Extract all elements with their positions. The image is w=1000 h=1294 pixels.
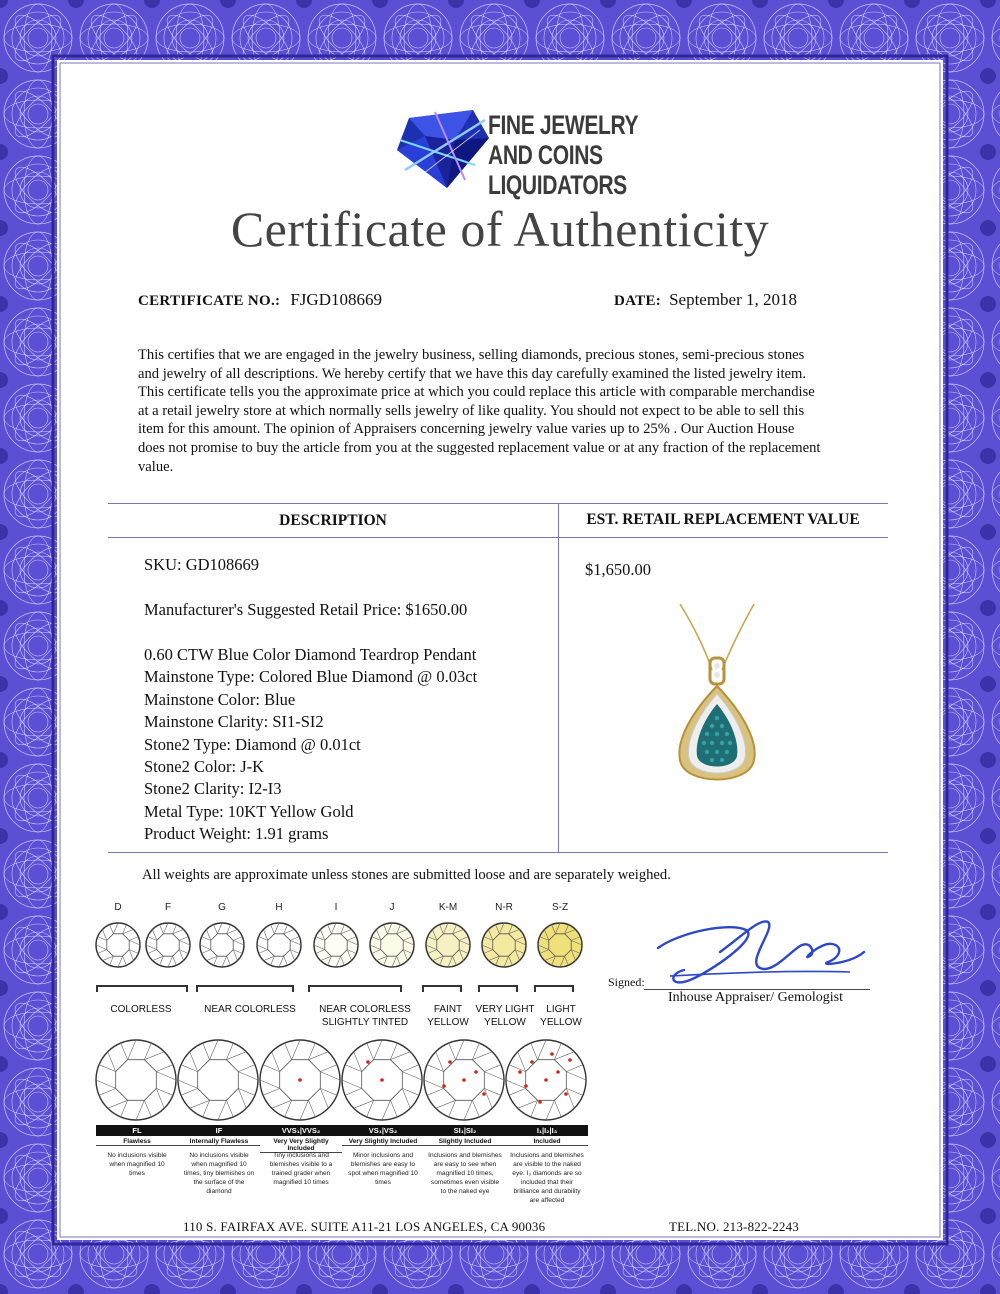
item-details: [144, 644, 477, 846]
clarity-grade-label: Internally Flawless: [178, 1138, 260, 1146]
clarity-grade-diamond: [424, 1040, 504, 1120]
signed-label: Signed:: [608, 975, 645, 989]
clarity-grade-description: [506, 1151, 588, 1205]
color-grade-letter: N-R: [495, 902, 513, 913]
sku: SKU: GD108669: [144, 555, 260, 574]
clarity-description-line: No inclusions visible: [189, 1152, 249, 1159]
clarity-description-line: brilliance and durability: [513, 1188, 581, 1195]
clarity-grade-diamond: [260, 1040, 340, 1120]
statement-line: value.: [138, 458, 174, 475]
certificate-number-value: FJGD108669: [290, 290, 382, 309]
color-grade-letter: G: [218, 902, 226, 913]
clarity-grade-description: [96, 1151, 178, 1178]
clarity-description-line: Inclusions and blemishes: [428, 1152, 502, 1159]
clarity-description-line: the surface of the: [193, 1179, 245, 1186]
clarity-grade-label: Very Slightly Included: [342, 1138, 424, 1146]
color-category-label: [81, 1003, 201, 1016]
value-column-header: EST. RETAIL REPLACEMENT VALUE: [586, 511, 860, 528]
clarity-grade-description: [178, 1151, 260, 1196]
color-grade-letter: D: [114, 902, 122, 913]
color-grade-diamond: [200, 923, 244, 967]
item-detail-line: 0.60 CTW Blue Color Diamond Teardrop Pendant: [144, 645, 477, 664]
description-column-header: DESCRIPTION: [279, 512, 387, 529]
clarity-grade-description: [342, 1151, 424, 1187]
clarity-description-line: magnified 10 times,: [436, 1170, 494, 1177]
clarity-description-line: when magnified 10: [191, 1161, 247, 1168]
clarity-description-line: Inclusions and blemishes: [510, 1152, 584, 1159]
item-detail-line: Metal Type: 10KT Yellow Gold: [144, 801, 354, 821]
clarity-description-line: are easy to see when: [433, 1161, 497, 1168]
footer-address: 110 S. FAIRFAX AVE. SUITE A11-21 LOS ANGELES, CA 90036: [183, 1219, 546, 1234]
weights-note: All weights are approximate unless stones are submitted loose and are separately weighed.: [142, 867, 671, 883]
color-grade-diamond: [314, 923, 358, 967]
footer-phone: TEL.NO. 213-822-2243: [669, 1219, 800, 1234]
item-detail-line: Stone2 Color: J-K: [144, 757, 265, 777]
clarity-description-line: Tiny inclusions and: [273, 1152, 329, 1159]
statement-line: This certificate tells you the approximate price at which you could replace this article with comparable merchandise: [138, 384, 815, 401]
color-category-line-2: SLIGHTLY TINTED: [321, 1017, 409, 1028]
color-category-line-1: COLORLESS: [110, 1004, 172, 1015]
certificate-number-label: CERTIFICATE NO.:: [138, 293, 281, 309]
clarity-description-line: times: [375, 1179, 391, 1186]
color-category-line-1: NEAR COLORLESS: [319, 1004, 411, 1015]
item-detail-line: Product Weight: 1.91 grams: [144, 824, 329, 844]
item-detail-line: Mainstone Color: Blue: [144, 689, 296, 709]
date-value: September 1, 2018: [669, 290, 798, 309]
clarity-description-line: are affected: [529, 1197, 565, 1204]
statement-line: and jewelry of all descriptions. We hereby certify that we have this day carefully examined the listed jewelry item.: [138, 365, 807, 382]
table-column-divider: [558, 503, 559, 853]
clarity-grade-label: Flawless: [96, 1138, 178, 1146]
logo-text: [488, 110, 638, 200]
item-detail-line: Mainstone Type: Colored Blue Diamond @ 0.03ct: [144, 667, 478, 687]
color-scale-brackets: [95, 982, 585, 994]
color-grade-letter: I: [334, 902, 338, 913]
clarity-description-line: times: [129, 1170, 145, 1177]
page-title: Certificate of Authenticity: [230, 201, 770, 257]
clarity-description-line: eye. I₃ diamonds are so: [512, 1170, 582, 1177]
date-label: DATE:: [614, 293, 662, 309]
certificate-date: [614, 290, 797, 310]
signature-image: [650, 912, 870, 992]
item-detail-line: Mainstone Clarity: SI1-SI2: [144, 712, 324, 732]
clarity-description-line: blemishes visible to a: [269, 1161, 333, 1168]
certification-statement: [138, 346, 883, 476]
clarity-grade: VS₁|VS₂: [368, 1126, 398, 1135]
color-category-line-1: FAINT: [433, 1004, 463, 1015]
table-rule-bottom: [108, 852, 888, 853]
certificate-number: [138, 290, 382, 310]
clarity-description-line: spot when magnified 10: [348, 1170, 418, 1177]
clarity-description-line: are visible to the naked: [513, 1161, 581, 1168]
clarity-description-line: Minor inclusions and: [352, 1152, 414, 1159]
clarity-grade-diamond: [342, 1040, 422, 1120]
statement-line: This certifies that we are engaged in the jewelry business, selling diamonds, precious stones, semi-precious stones: [138, 347, 805, 363]
color-grade-letter: F: [164, 902, 172, 913]
color-grade-diamond: [538, 923, 582, 967]
clarity-grade-label: Slightly Included: [424, 1138, 506, 1146]
clarity-description-line: when magnified 10: [109, 1161, 165, 1168]
clarity-description-line: to the naked eye: [440, 1188, 490, 1195]
clarity-grade-diamond: [506, 1040, 586, 1120]
clarity-description-line: diamond: [206, 1188, 232, 1195]
statement-line: at a retail jewelry store at which normally sells jewelry of like quality. You should not expect to be able to sell this: [138, 402, 805, 419]
color-grade-diamonds: [0, 918, 600, 978]
color-grade-diamond: [482, 923, 526, 967]
color-category-line-1: NEAR COLORLESS: [204, 1004, 296, 1015]
appraiser-title: Inhouse Appraiser/ Gemologist: [668, 990, 843, 1005]
clarity-grade-label: Very Very Slightly Included: [260, 1138, 342, 1153]
color-category-label: [501, 1003, 621, 1029]
clarity-description-line: included that their: [520, 1179, 574, 1186]
clarity-description-line: No inclusions visible: [107, 1152, 167, 1159]
clarity-grade-description: [260, 1151, 342, 1187]
color-grade-diamond: [370, 923, 414, 967]
clarity-grade: I₁|I₂|I₃: [536, 1126, 558, 1135]
clarity-description-line: blemishes are easy to: [350, 1161, 416, 1168]
clarity-grade-diamond: [96, 1040, 176, 1120]
statement-line: item for this amount. The opinion of Appraisers concerning jewelry value varies up to 25% . Our Auction House: [138, 421, 795, 438]
color-grade-letter: S-Z: [551, 902, 569, 913]
color-grade-diamond: [146, 923, 190, 967]
color-category-label: [190, 1003, 310, 1016]
color-category-line-2: YELLOW: [484, 1017, 526, 1028]
logo-line-3: LIQUIDATORS: [488, 170, 627, 200]
replacement-value: $1,650.00: [585, 560, 651, 579]
color-grade-letter: H: [275, 902, 283, 913]
color-category-line-2: YELLOW: [427, 1017, 469, 1028]
table-rule-top: [108, 503, 888, 504]
msrp: Manufacturer's Suggested Retail Price: $1650.00: [144, 600, 468, 619]
clarity-grade: FL: [132, 1126, 142, 1135]
item-detail-line: Stone2 Clarity: I2-I3: [144, 779, 282, 799]
clarity-grade: SI₁|SI₂: [453, 1126, 477, 1135]
statement-line: does not promise to buy the article from you at the suggested replacement value or at any fraction of the replacement: [138, 439, 821, 456]
item-detail-line: Stone2 Type: Diamond @ 0.01ct: [144, 734, 361, 754]
clarity-description-line: magnified 10 times: [273, 1179, 329, 1186]
table-rule-header: [108, 537, 888, 538]
logo-line-1: FINE JEWELRY: [488, 110, 639, 140]
clarity-grade: VVS₁|VVS₂: [281, 1126, 321, 1135]
clarity-description-line: trained grader when: [271, 1170, 331, 1177]
diamond-icon: [395, 110, 490, 190]
logo-line-2: AND COINS: [488, 140, 603, 170]
color-grade-letter: J: [389, 902, 395, 913]
color-category-line-1: LIGHT: [546, 1004, 576, 1015]
color-grade-letter: K-M: [438, 902, 458, 913]
color-category-line-1: VERY LIGHT: [475, 1004, 535, 1015]
color-grade-diamond: [257, 923, 301, 967]
pendant-image: [662, 600, 772, 810]
clarity-grade-description: [424, 1151, 506, 1196]
clarity-description-line: sometimes even visible: [430, 1179, 500, 1186]
clarity-grade-label: Included: [506, 1138, 588, 1146]
clarity-grade-diamond: [178, 1040, 258, 1120]
color-grade-diamond: [96, 923, 140, 967]
clarity-description-line: times, tiny blemishes on: [183, 1170, 255, 1177]
color-grade-diamond: [426, 923, 470, 967]
clarity-grade: IF: [215, 1126, 223, 1135]
color-category-line-2: YELLOW: [540, 1017, 582, 1028]
clarity-grade-diamonds: [95, 1032, 595, 1127]
clarity-grade-labels: [96, 1125, 588, 1225]
